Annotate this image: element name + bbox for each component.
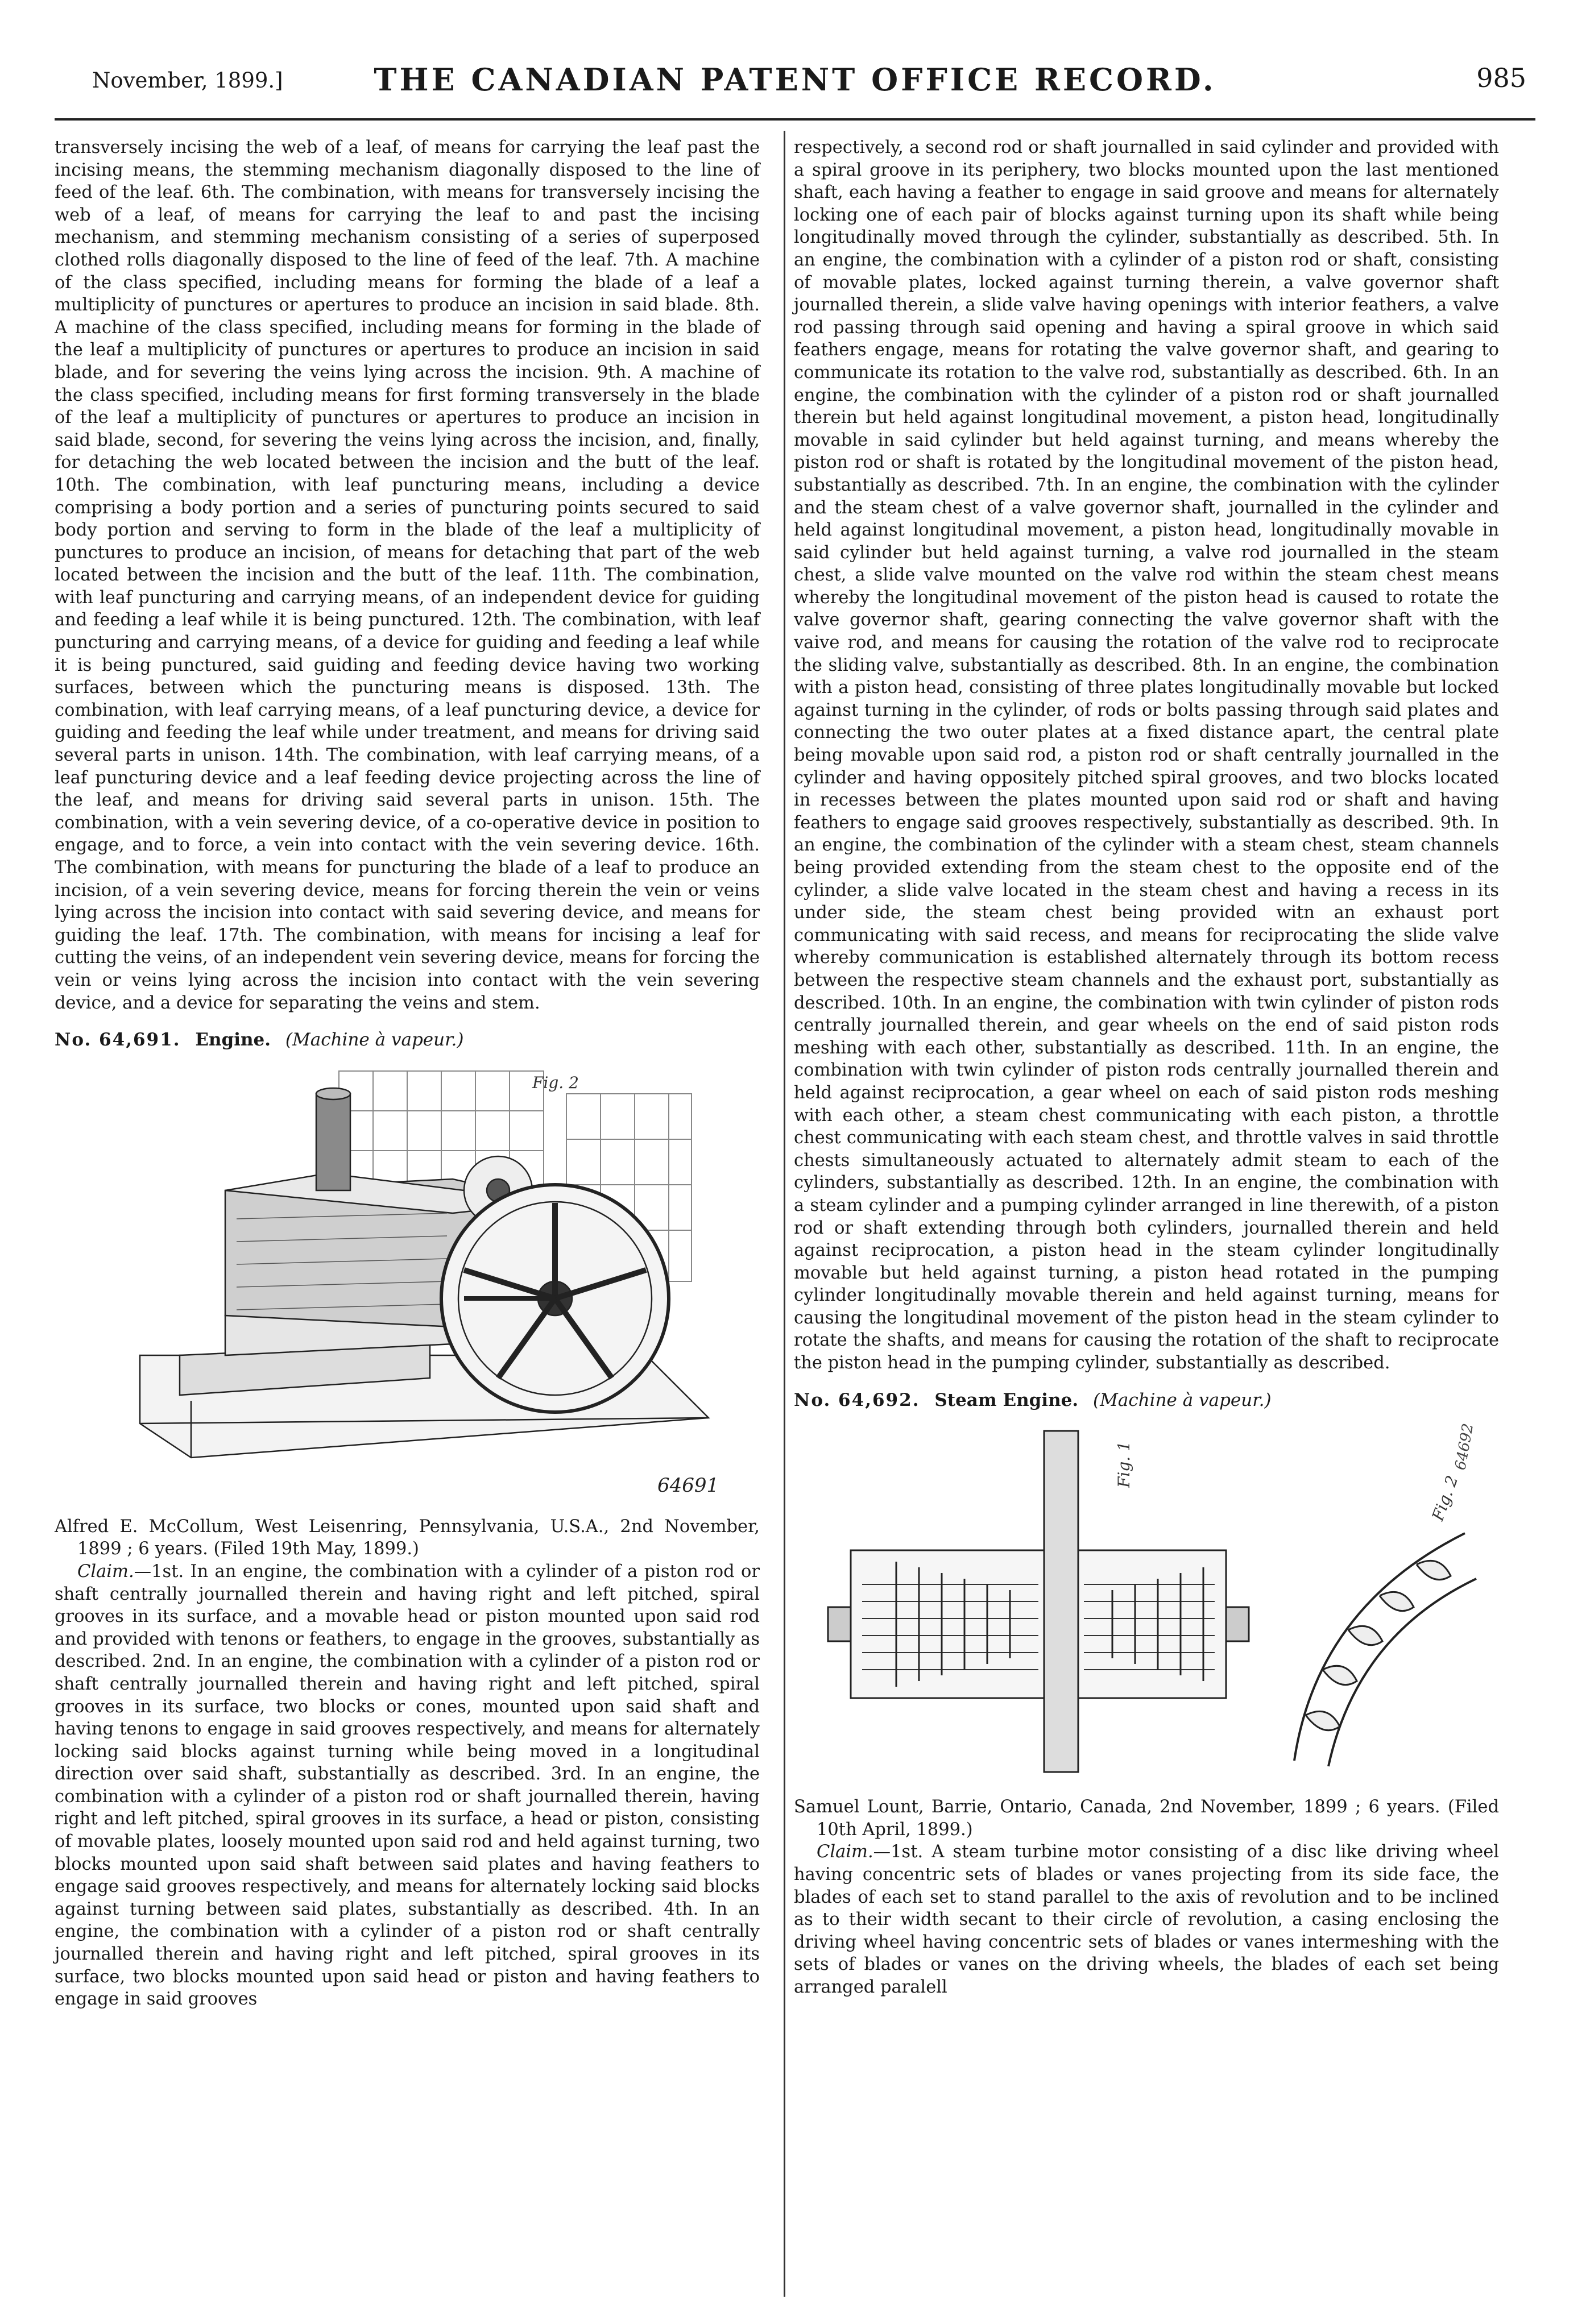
engine-illustration <box>55 1060 760 1503</box>
figure-number: 64692 <box>1452 1422 1477 1472</box>
patent-entry-heading <box>55 1029 760 1052</box>
right-column <box>794 136 1499 1999</box>
patent-number: No. 64,692. <box>794 1389 920 1410</box>
claim-text: —1st. In an engine, the combination with a cylinder of a piston rod or shaft centrally journalled therein and having right and left pitched, spiral grooves in its surface, and a movable head or piston mounted upon said rod and provided with tenons or feathers, to engage in the grooves, substantially as described. 2nd. In an engine, the combination with a cylinder of a piston rod or shaft centrally journalled therein and having right and left pitched, spiral grooves in its surface, two blocks or cones, mounted upon said shaft and having tenons to engage in said grooves respectively, and means for alternately locking said blocks against turning while being moved in a longitudinal direction over said shaft, substantially as described. 3rd. In an engine, the combination with a cylinder of a piston rod or shaft journalled therein, having right and left pitched, spiral grooves in its surface, a head or piston, consisting of movable plates, loosely mounted upon said rod and held against turning, two blocks mounted upon said shaft between said plates and having feathers to engage said grooves respectively, and means for alternately locking said blocks against turning between said plates, substantially as described. 4th. In an engine, the combination with a cylinder of a piston rod or shaft centrally journalled therein and having right and left pitched, spiral grooves in its surface, two blocks mounted upon said head or piston and having feathers to engage in said grooves <box>55 1561 760 2010</box>
figure-mark: Fig. 2 <box>532 1073 579 1092</box>
header-rule <box>55 118 1535 121</box>
issue-date: November, 1899.] <box>92 68 283 93</box>
patentee-line: Alfred E. McCollum, West Leisenring, Pennsylvania, U.S.A., 2nd November, 1899 ; 6 years. (Filed 19th May, 1899.) <box>55 1516 760 1559</box>
claim-paragraph <box>55 1561 760 2011</box>
left-column <box>55 136 760 2011</box>
patent-title-french: (Machine à vapeur.) <box>285 1030 464 1051</box>
turbine-illustration <box>794 1420 1499 1783</box>
patent-entry-heading <box>794 1389 1499 1412</box>
figure-mark-1: Fig. 1 <box>1115 1441 1133 1488</box>
patent-title-french: (Machine à vapeur.) <box>1093 1389 1272 1410</box>
engine-drawing <box>55 1060 760 1503</box>
figure-number: 64691 <box>657 1474 719 1497</box>
claim-paragraph <box>794 1841 1499 1998</box>
figure-mark-2: Fig. 2 <box>1428 1473 1462 1524</box>
patentee-line: Samuel Lount, Barrie, Ontario, Canada, 2nd November, 1899 ; 6 years. (Filed 10th April, 1899.) <box>794 1797 1499 1840</box>
patent-title: Steam Engine. <box>934 1389 1079 1410</box>
page-number: 985 <box>1476 63 1526 93</box>
claim-label: Claim. <box>77 1561 134 1582</box>
turbine-drawing <box>794 1420 1499 1783</box>
column-divider <box>784 131 785 2297</box>
continued-claims-text: transversely incising the web of a leaf, of means for carrying the leaf past the incising means, the stemming mechanism diagonally disposed to the line of feed of the leaf. 6th. The combination, with means for transversely incising the web of a leaf, of means for carrying the leaf to and past the incising mechanism, and stemming mechanism consisting of a series of superposed clothed rolls diagonally disposed to the line of feed of the leaf. 7th. A machine of the class specified, including means for forming the blade of a leaf a multiplicity of punctures or apertures to produce an incision in said blade. 8th. A machine of the class specified, including means for forming in the blade of the leaf a multiplicity of punctures or apertures to produce an incision in said blade, and for severing the veins lying across the incision. 9th. A machine of the class specified, including means for first forming transversely in the blade of the leaf a multiplicity of punctures or apertures to produce an incision in said blade, second, for severing the veins lying across the incision, and, finally, for detaching the web located between the incision and the butt of the leaf. 10th. The combination, with leaf puncturing means, including a device comprising a body portion and a series of puncturing points secured to said body portion and serving to form in the blade of the leaf a multiplicity of punctures to produce an incision, of means for detaching that part of the web located between the incision and the butt of the leaf. 11th. The combination, with leaf puncturing and carrying means, of an independent device for guiding and feeding a leaf while it is being punctured. 12th. The combination, with leaf puncturing and carrying means, of a device for guiding and feeding a leaf while it is being punctured, said guiding and feeding device having two working surfaces, between which the puncturing means is disposed. 13th. The combination, with leaf carrying means, of a leaf puncturing device, a device for guiding and feeding the leaf while under treatment, and means for driving said several parts in unison. 14th. The combination, with leaf carrying means, of a leaf puncturing device and a leaf feeding device projecting across the line of the leaf, and means for driving said several parts in unison. 15th. The combination, with a vein severing device, of a co-operative device in position to engage, and to force, a vein into contact with the vein severing device. 16th. The combination, with means for puncturing the blade of a leaf to produce an incision, of a vein severing device, means for forcing therein the vein or veins lying across the incision into contact with said severing device, and means for guiding the leaf. 17th. The combination, with means for incising a leaf for cutting the veins, of an independent vein severing device, means for forcing the vein or veins lying across the incision into contact with the vein severing device, and a device for separating the veins and stem. <box>55 138 760 1013</box>
page-header <box>52 57 1538 108</box>
patent-number: No. 64,691. <box>55 1030 181 1051</box>
continued-claims-text: respectively, a second rod or shaft journalled in said cylinder and provided with a spiral groove in its periphery, two blocks mounted upon the last mentioned shaft, each having a feather to engage in said groove and means for alternately locking one of each pair of blocks against turning upon its shaft while being longitudinally moved through the cylinder, substantially as described. 5th. In an engine, the combination with a cylinder of a piston rod or shaft, consisting of movable plates, locked against turning therein, a valve governor shaft journalled therein, a slide valve having openings with interior feathers, a valve rod passing through said opening and having a spiral groove in which said feathers engage, means for rotating the valve governor shaft, and gearing to communicate its rotation to the valve rod, substantially as described. 6th. In an engine, the combination with the cylinder of a piston rod or shaft journalled therein but held against longitudinal movement, a piston head, longitudinally movable in said cylinder but held against turning, and means whereby the piston rod or shaft is rotated by the longitudinal movement of the piston head, substantially as described. 7th. In an engine, the combination with the cylinder and the steam chest of a valve governor shaft, journalled in the cylinder and held against longitudinal movement, a piston head, longitudinally movable in said cylinder but held against turning, a valve rod journalled in the steam chest, a slide valve mounted on the valve rod within the steam chest means whereby the longitudinal movement of the piston head is caused to rotate the valve governor shaft, gearing connecting the valve governor shaft with the vaive rod, and means for causing the rotation of the valve rod to reciprocate the sliding valve, substantially as described. 8th. In an engine, the combination with a piston head, consisting of three plates longitudinally movable but locked against turning in the cylinder, of rods or bolts passing through said plates and connecting the two outer plates at a fixed distance apart, the central plate being movable upon said rod, a piston rod or shaft centrally journalled in the cylinder and having oppositely pitched spiral grooves, and two blocks located in recesses between the plates mounted upon said rod or shaft and having feathers to engage said grooves respectively, substantially as described. 9th. In an engine, the combination of the cylinder with a steam chest, steam channels being provided extending from the steam chest to the opposite end of the cylinder, a slide valve located in the steam chest and having a recess in its under side, the steam chest being provided witn an exhaust port communicating with said recess, and means for reciprocating the slide valve whereby communication is established alternately through its bottom recess between the respective steam channels and the exhaust port, substantially as described. 10th. In an engine, the combination with twin cylinder of piston rods centrally journalled therein, and gear wheels on the end of said piston rods meshing with each other, substantially as described. 11th. In an engine, the combination with twin cylinder of piston rods centrally journalled therein and held against reciprocation, a gear wheel on each of said piston rods meshing with each other, a steam chest communicating with each piston, a throttle chest communicating with each steam chest, and throttle valves in said throttle chests simultaneously actuated to alternately admit steam to each of the cylinders, substantially as described. 12th. In an engine, the combination with a steam cylinder and a pumping cylinder arranged in line therewith, of a piston rod or shaft extending through both cylinders, journalled therein and held against reciprocation, a piston head in the steam cylinder longitudinally movable but held against turning, a piston head rotated in the pumping cylinder longitudinally movable therein and held against turning, means for causing the longitudinal movement of the piston head in the steam cylinder to rotate the shafts, and means for causing the rotation of the shaft to reciprocate the piston head in the pumping cylinder, substantially as described. <box>794 138 1499 1373</box>
claim-text: —1st. A steam turbine motor consisting of a disc like driving wheel having concentric sets of blades or vanes projecting from its side face, the blades of each set to stand parallel to the axis of revolution and to be inclined as to their width secant to their circle of revolution, a casing enclosing the driving wheel having concentric sets of blades or vanes intermeshing with the sets of blades or vanes on the driving wheels, the blades of each set being arranged paralell <box>794 1842 1499 1997</box>
claim-label: Claim. <box>817 1842 873 1862</box>
publication-title: THE CANADIAN PATENT OFFICE RECORD. <box>374 61 1216 98</box>
patent-title: Engine. <box>195 1030 271 1051</box>
